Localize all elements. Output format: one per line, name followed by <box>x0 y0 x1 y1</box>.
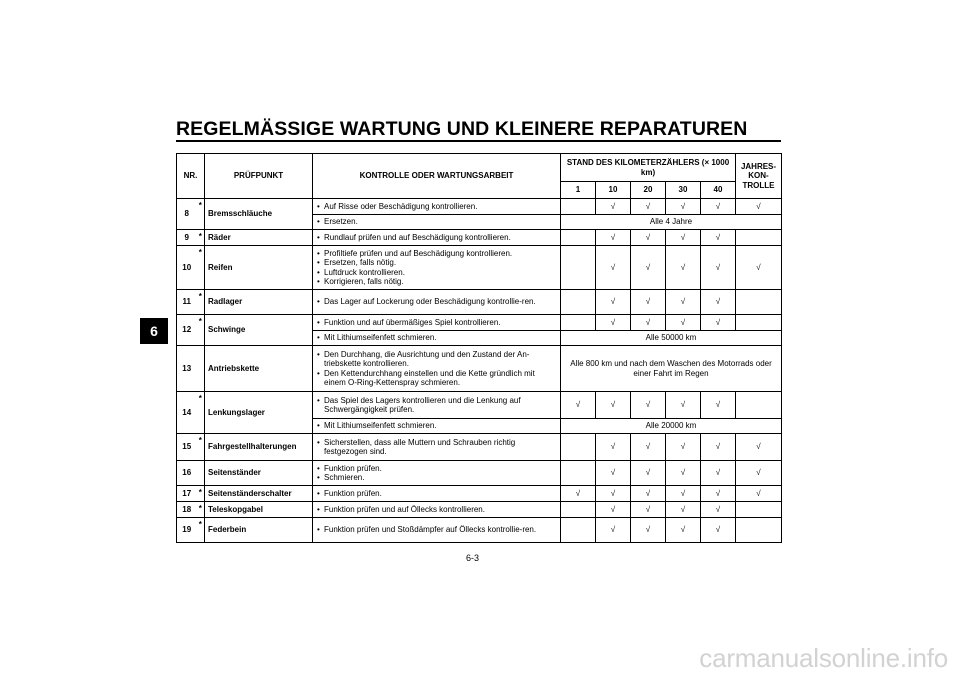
check-cell: √ <box>631 315 666 331</box>
check-cell: √ <box>701 486 736 502</box>
check-cell <box>561 434 596 461</box>
check-cell: √ <box>596 246 631 290</box>
interval-note: Alle 50000 km <box>561 331 782 346</box>
check-cell <box>561 315 596 331</box>
task-item: • Korrigieren, falls nötig. <box>324 277 557 287</box>
table-body <box>177 199 782 543</box>
asterisk-marker: * <box>197 246 205 290</box>
check-cell <box>736 315 782 331</box>
task-list <box>316 333 557 343</box>
check-cell: √ <box>631 199 666 215</box>
check-cell: √ <box>666 315 701 331</box>
task-item: • Funktion prüfen. <box>324 464 557 474</box>
check-cell: √ <box>596 486 631 502</box>
check-cell: √ <box>631 434 666 461</box>
watermark: carmanualsonline.info <box>699 643 948 673</box>
asterisk-marker: * <box>197 486 205 502</box>
row-number: 18 <box>177 502 197 518</box>
check-cell: √ <box>666 230 701 246</box>
check-cell: √ <box>666 486 701 502</box>
check-cell: √ <box>666 502 701 518</box>
asterisk-marker <box>197 461 205 486</box>
page-title: REGELMÄSSIGE WARTUNG UND KLEINERE REPARATUREN <box>176 118 748 140</box>
check-cell <box>561 518 596 543</box>
header-annual: JAHRES-KON-TROLLE <box>736 154 782 199</box>
task-item: • Funktion und auf übermäßiges Spiel kontrollieren. <box>324 318 557 328</box>
task-item: • Den Durchhang, die Ausrichtung und den Zustand der An-triebskette kontrollieren. <box>324 350 557 369</box>
check-cell: √ <box>596 199 631 215</box>
task-cell <box>313 331 561 346</box>
row-number: 13 <box>177 346 197 392</box>
check-cell: √ <box>596 230 631 246</box>
check-cell: √ <box>701 230 736 246</box>
table-row <box>177 392 782 419</box>
header-item: PRÜFPUNKT <box>205 154 313 199</box>
task-list <box>316 438 557 457</box>
task-cell <box>313 315 561 331</box>
header-task: KONTROLLE ODER WARTUNGSARBEIT <box>313 154 561 199</box>
asterisk-marker: * <box>197 315 205 346</box>
check-cell: √ <box>596 290 631 315</box>
header-km-1: 1 <box>561 182 596 199</box>
check-cell: √ <box>666 518 701 543</box>
task-list <box>316 233 557 243</box>
check-cell <box>561 290 596 315</box>
item-name: Reifen <box>205 246 313 290</box>
task-list <box>316 396 557 415</box>
check-cell: √ <box>701 315 736 331</box>
task-list <box>316 217 557 227</box>
check-cell: √ <box>701 518 736 543</box>
page-number: 6-3 <box>466 553 480 563</box>
maintenance-table <box>176 153 782 543</box>
task-list <box>316 525 557 535</box>
check-cell: √ <box>631 230 666 246</box>
asterisk-marker: * <box>197 518 205 543</box>
check-cell: √ <box>631 246 666 290</box>
check-cell: √ <box>666 246 701 290</box>
check-cell <box>736 392 782 419</box>
asterisk-marker <box>197 346 205 392</box>
check-cell <box>561 230 596 246</box>
task-cell <box>313 199 561 215</box>
check-cell: √ <box>631 290 666 315</box>
table-row <box>177 246 782 290</box>
item-name: Seitenständerschalter <box>205 486 313 502</box>
header-odometer: STAND DES KILOMETERZÄHLERS (× 1000 km) <box>561 154 736 182</box>
table-row <box>177 199 782 215</box>
row-number: 10 <box>177 246 197 290</box>
row-number: 14 <box>177 392 197 434</box>
task-list <box>316 318 557 328</box>
task-item: • Schmieren. <box>324 473 557 483</box>
table-row <box>177 315 782 331</box>
check-cell: √ <box>631 392 666 419</box>
check-cell: √ <box>631 518 666 543</box>
check-cell <box>736 502 782 518</box>
check-cell <box>561 461 596 486</box>
task-item: • Das Spiel des Lagers kontrollieren und die Lenkung auf Schwergängigkeit prüfen. <box>324 396 557 415</box>
asterisk-marker: * <box>197 230 205 246</box>
check-cell: √ <box>701 434 736 461</box>
task-cell <box>313 392 561 419</box>
check-cell: √ <box>666 290 701 315</box>
check-cell: √ <box>666 461 701 486</box>
check-cell: √ <box>561 392 596 419</box>
row-number: 12 <box>177 315 197 346</box>
asterisk-marker: * <box>197 290 205 315</box>
task-item: • Funktion prüfen und auf Öllecks kontrollieren. <box>324 505 557 515</box>
check-cell: √ <box>666 199 701 215</box>
task-cell <box>313 346 561 392</box>
row-number: 16 <box>177 461 197 486</box>
table-row <box>177 461 782 486</box>
task-item: • Profiltiefe prüfen und auf Beschädigung kontrollieren. <box>324 249 557 259</box>
check-cell: √ <box>736 486 782 502</box>
table-row <box>177 290 782 315</box>
check-cell: √ <box>701 461 736 486</box>
check-cell: √ <box>736 434 782 461</box>
task-item: • Funktion prüfen und Stoßdämpfer auf Öllecks kontrollie-ren. <box>324 525 557 535</box>
row-number: 17 <box>177 486 197 502</box>
task-cell <box>313 486 561 502</box>
item-name: Federbein <box>205 518 313 543</box>
header-km-20: 20 <box>631 182 666 199</box>
check-cell: √ <box>561 486 596 502</box>
task-item: • Luftdruck kontrollieren. <box>324 268 557 278</box>
table-row <box>177 434 782 461</box>
check-cell: √ <box>701 199 736 215</box>
task-item: • Sicherstellen, dass alle Muttern und Schrauben richtig festgezogen sind. <box>324 438 557 457</box>
task-list <box>316 505 557 515</box>
table-row <box>177 230 782 246</box>
check-cell: √ <box>596 518 631 543</box>
task-cell <box>313 461 561 486</box>
check-cell: √ <box>701 392 736 419</box>
task-cell <box>313 230 561 246</box>
task-cell <box>313 434 561 461</box>
check-cell <box>736 230 782 246</box>
item-name: Räder <box>205 230 313 246</box>
table-row <box>177 502 782 518</box>
row-number: 11 <box>177 290 197 315</box>
interval-note: Alle 4 Jahre <box>561 215 782 230</box>
task-list <box>316 464 557 483</box>
task-item: • Rundlauf prüfen und auf Beschädigung kontrollieren. <box>324 233 557 243</box>
task-cell <box>313 518 561 543</box>
task-cell <box>313 419 561 434</box>
check-cell: √ <box>666 392 701 419</box>
check-cell: √ <box>596 392 631 419</box>
check-cell: √ <box>631 486 666 502</box>
item-name: Seitenständer <box>205 461 313 486</box>
check-cell <box>561 502 596 518</box>
check-cell: √ <box>596 434 631 461</box>
check-cell: √ <box>596 502 631 518</box>
item-name: Bremsschläuche <box>205 199 313 230</box>
task-item: • Auf Risse oder Beschädigung kontrollieren. <box>324 202 557 212</box>
task-list <box>316 297 557 307</box>
check-cell <box>561 199 596 215</box>
table-row <box>177 346 782 392</box>
check-cell: √ <box>701 290 736 315</box>
check-cell: √ <box>631 461 666 486</box>
item-name: Teleskopgabel <box>205 502 313 518</box>
table-row <box>177 486 782 502</box>
item-name: Antriebskette <box>205 346 313 392</box>
check-cell: √ <box>701 502 736 518</box>
header-km-40: 40 <box>701 182 736 199</box>
item-name: Schwinge <box>205 315 313 346</box>
task-item: • Den Kettendurchhang einstellen und die Kette gründlich mit einem O-Ring-Kettenspray schmieren. <box>324 369 557 388</box>
check-cell: √ <box>736 246 782 290</box>
check-cell: √ <box>596 315 631 331</box>
task-list <box>316 350 557 388</box>
task-item: • Das Lager auf Lockerung oder Beschädigung kontrollie-ren. <box>324 297 557 307</box>
check-cell <box>561 246 596 290</box>
task-item: • Mit Lithiumseifenfett schmieren. <box>324 421 557 431</box>
row-number: 15 <box>177 434 197 461</box>
title-underline <box>176 140 781 142</box>
check-cell: √ <box>666 434 701 461</box>
task-item: • Mit Lithiumseifenfett schmieren. <box>324 333 557 343</box>
task-list <box>316 202 557 212</box>
task-item: • Funktion prüfen. <box>324 489 557 499</box>
task-cell <box>313 215 561 230</box>
table-row <box>177 518 782 543</box>
check-cell <box>736 518 782 543</box>
task-item: • Ersetzen. <box>324 217 557 227</box>
header-km-30: 30 <box>666 182 701 199</box>
check-cell: √ <box>736 461 782 486</box>
task-cell <box>313 290 561 315</box>
task-cell <box>313 246 561 290</box>
check-cell: √ <box>596 461 631 486</box>
interval-note: Alle 20000 km <box>561 419 782 434</box>
asterisk-marker: * <box>197 199 205 230</box>
header-nr: NR. <box>177 154 205 199</box>
check-cell: √ <box>631 502 666 518</box>
item-name: Fahrgestellhalterungen <box>205 434 313 461</box>
row-number: 8 <box>177 199 197 230</box>
item-name: Radlager <box>205 290 313 315</box>
task-item: • Ersetzen, falls nötig. <box>324 258 557 268</box>
task-cell <box>313 502 561 518</box>
check-cell <box>736 290 782 315</box>
chapter-tab: 6 <box>140 318 168 344</box>
asterisk-marker: * <box>197 502 205 518</box>
task-list <box>316 421 557 431</box>
task-list <box>316 489 557 499</box>
item-name: Lenkungslager <box>205 392 313 434</box>
header-km-10: 10 <box>596 182 631 199</box>
task-list <box>316 249 557 287</box>
interval-note: Alle 800 km und nach dem Waschen des Motorrads oder einer Fahrt im Regen <box>561 346 782 392</box>
row-number: 19 <box>177 518 197 543</box>
row-number: 9 <box>177 230 197 246</box>
asterisk-marker: * <box>197 392 205 434</box>
check-cell: √ <box>701 246 736 290</box>
check-cell: √ <box>736 199 782 215</box>
asterisk-marker: * <box>197 434 205 461</box>
